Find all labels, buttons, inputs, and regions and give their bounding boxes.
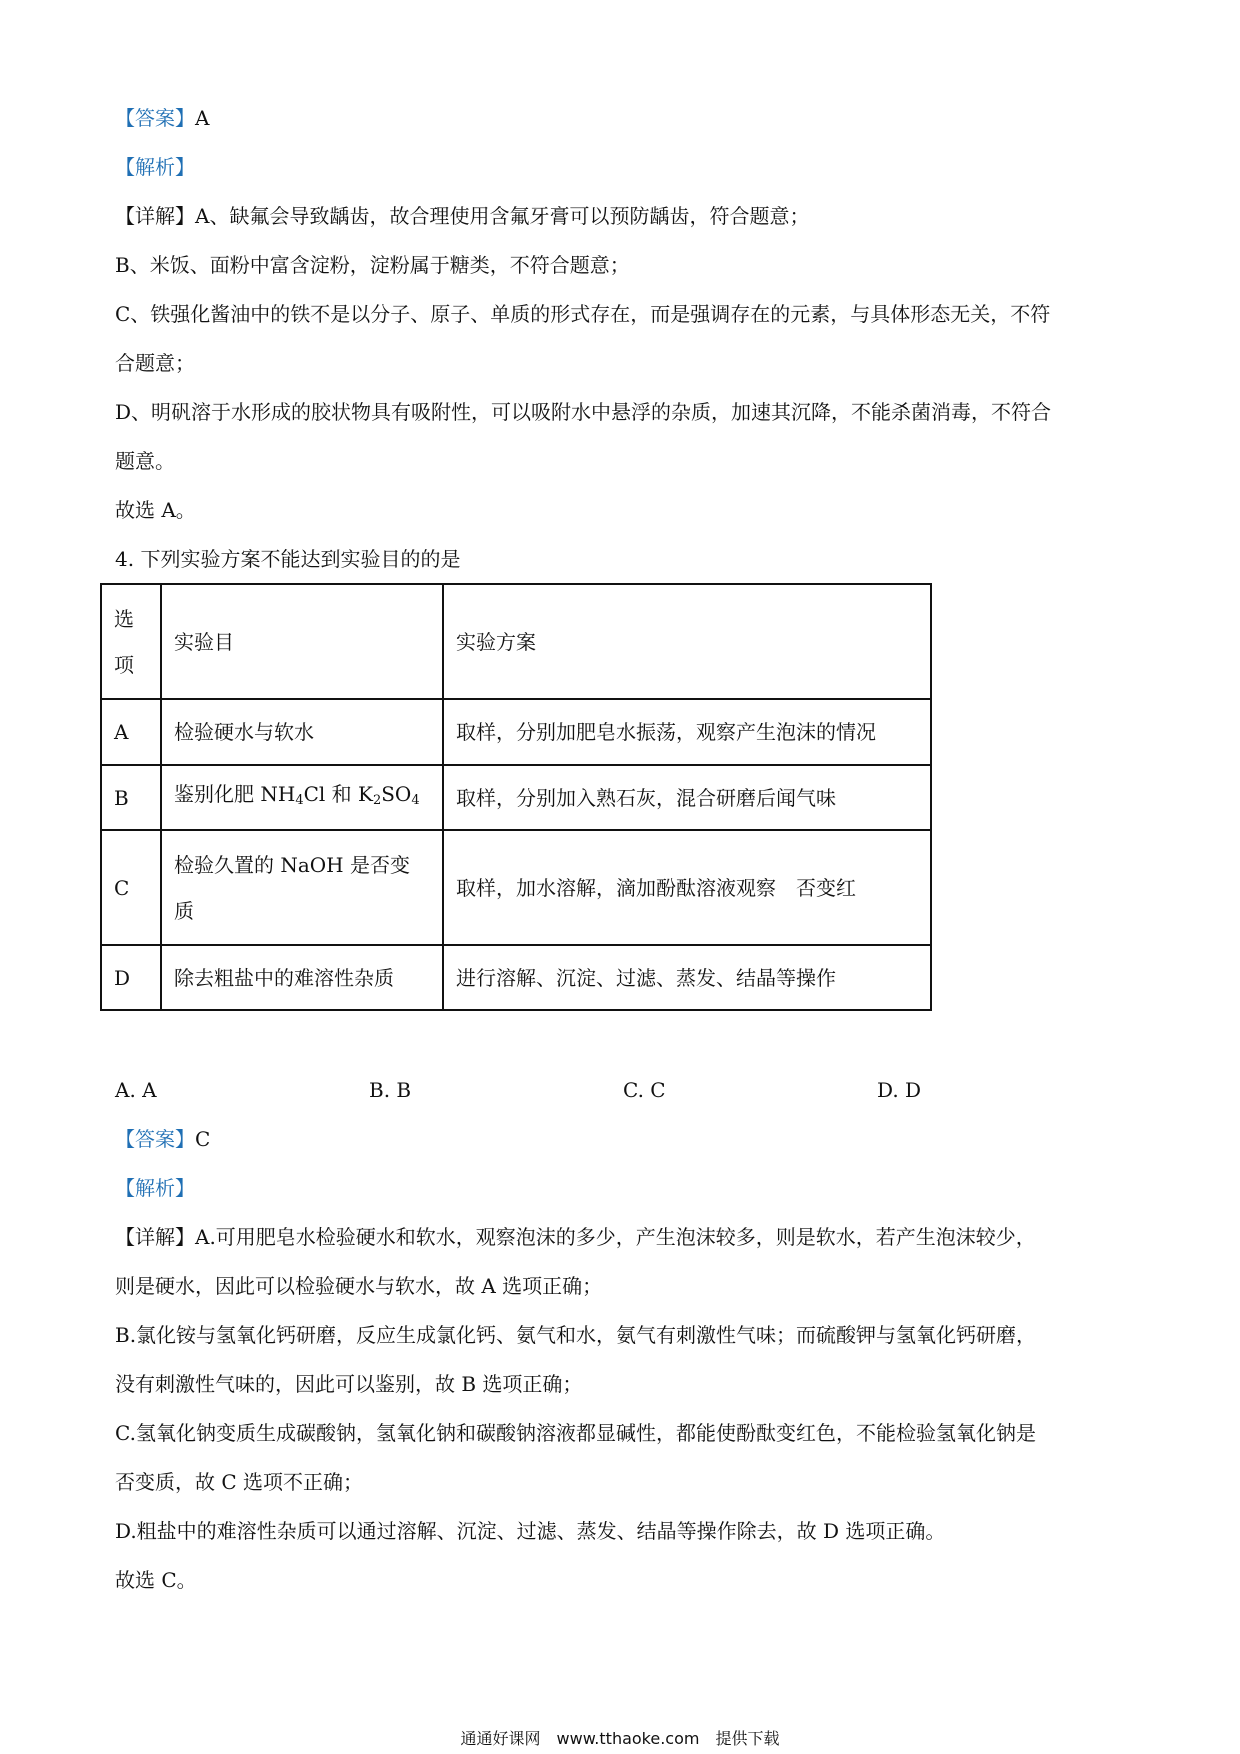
- row-b-plan: 取样，分别加入熟石灰，混合研磨后闻气味: [443, 765, 931, 830]
- answer-line-1: [115, 94, 1135, 143]
- explain-d-1a: D、明矾溶于水形成的胶状物具有吸附性，可以吸附水中悬浮的杂质，加速其沉降，不能杀菌消毒，不符合: [115, 400, 1052, 424]
- detail-line-2: 【详解】A.可用肥皂水检验硬水和软水，观察泡沫的多少，产生泡沫较多，则是软水，若产生泡沫较少，: [115, 1225, 1036, 1249]
- table-row: [101, 830, 931, 945]
- table-header-row: [101, 584, 931, 699]
- row-d-option: D: [101, 945, 161, 1010]
- conclusion-2: 故选 C。: [115, 1568, 197, 1592]
- option-d: D. D: [877, 1078, 922, 1102]
- row-a-plan: 取样，分别加肥皂水振荡，观察产生泡沫的情况: [443, 699, 931, 765]
- detail-line-1: 【详解】A、缺氟会导致龋齿，故合理使用含氟牙膏可以预防龋齿，符合题意；: [115, 204, 810, 228]
- row-d-plan: 进行溶解、沉淀、过滤、蒸发、结晶等操作: [443, 945, 931, 1010]
- explain-c-1b: 合题意；: [115, 351, 195, 375]
- table-row: [101, 945, 931, 1010]
- explain-a-2b: 则是硬水，因此可以检验硬水与软水，故 A 选项正确；: [115, 1274, 603, 1298]
- page-footer: 通通好课网 www.tthaoke.com 提供下载: [460, 1729, 780, 1748]
- row-a-purpose: 检验硬水与软水: [161, 699, 443, 765]
- option-a: A. A: [115, 1078, 157, 1102]
- analysis-tag-2: 【解析】: [115, 1176, 195, 1200]
- question-4-table: [100, 583, 932, 1011]
- row-b-purpose: 鉴别化肥 $NH_4Cl$ 和 $K_2SO_4$: [161, 765, 443, 830]
- conclusion-1: 故选 A。: [115, 498, 196, 522]
- table-row: [101, 699, 931, 765]
- answer-line-2: 【答案】C: [115, 1127, 211, 1151]
- explain-c-1a: C、铁强化酱油中的铁不是以分子、原子、单质的形式存在，而是强调存在的元素，与具体形态无关，不符: [115, 302, 1051, 326]
- row-b-option: B: [101, 765, 161, 830]
- explain-d-2: D.粗盐中的难溶性杂质可以通过溶解、沉淀、过滤、蒸发、结晶等操作除去，故 D 选项正确。: [115, 1519, 946, 1543]
- row-d-purpose: 除去粗盐中的难溶性杂质: [161, 945, 443, 1010]
- explain-b-2a: B.氯化铵与氢氧化钙研磨，反应生成氯化钙、氨气和水，氨气有刺激性气味；而硫酸钾与氢氧化钙研磨，: [115, 1323, 1037, 1347]
- explain-b-1: B、米饭、面粉中富含淀粉，淀粉属于糖类，不符合题意；: [115, 253, 630, 277]
- row-c-plan: 取样，加水溶解，滴加酚酞溶液观察 否变红: [443, 830, 931, 945]
- option-b: B. B: [369, 1078, 412, 1102]
- answer-value: A: [195, 106, 210, 130]
- header-option: 选 项: [101, 584, 161, 699]
- question-4-stem: 4. 下列实验方案不能达到实验目的的是: [115, 547, 461, 571]
- answer-tag: 【答案】: [115, 106, 195, 130]
- explain-c-2a: C.氢氧化钠变质生成碳酸钠，氢氧化钠和碳酸钠溶液都显碱性，都能使酚酞变红色，不能检验氢氧化钠是: [115, 1421, 1036, 1445]
- option-c: C. C: [623, 1078, 666, 1102]
- table-row: [101, 765, 931, 830]
- explain-d-1b: 题意。: [115, 449, 175, 473]
- header-plan: 实验方案: [443, 584, 931, 699]
- row-c-purpose: 检验久置的 NaOH 是否变 质: [161, 830, 443, 945]
- explain-c-2b: 否变质，故 C 选项不正确；: [115, 1470, 364, 1494]
- explain-b-2b: 没有刺激性气味的，因此可以鉴别，故 B 选项正确；: [115, 1372, 583, 1396]
- header-purpose: 实验目: [161, 584, 443, 699]
- analysis-tag-1: 【解析】: [115, 155, 195, 179]
- row-a-option: A: [101, 699, 161, 765]
- row-c-option: C: [101, 830, 161, 945]
- question-4-options: [115, 1066, 1135, 1115]
